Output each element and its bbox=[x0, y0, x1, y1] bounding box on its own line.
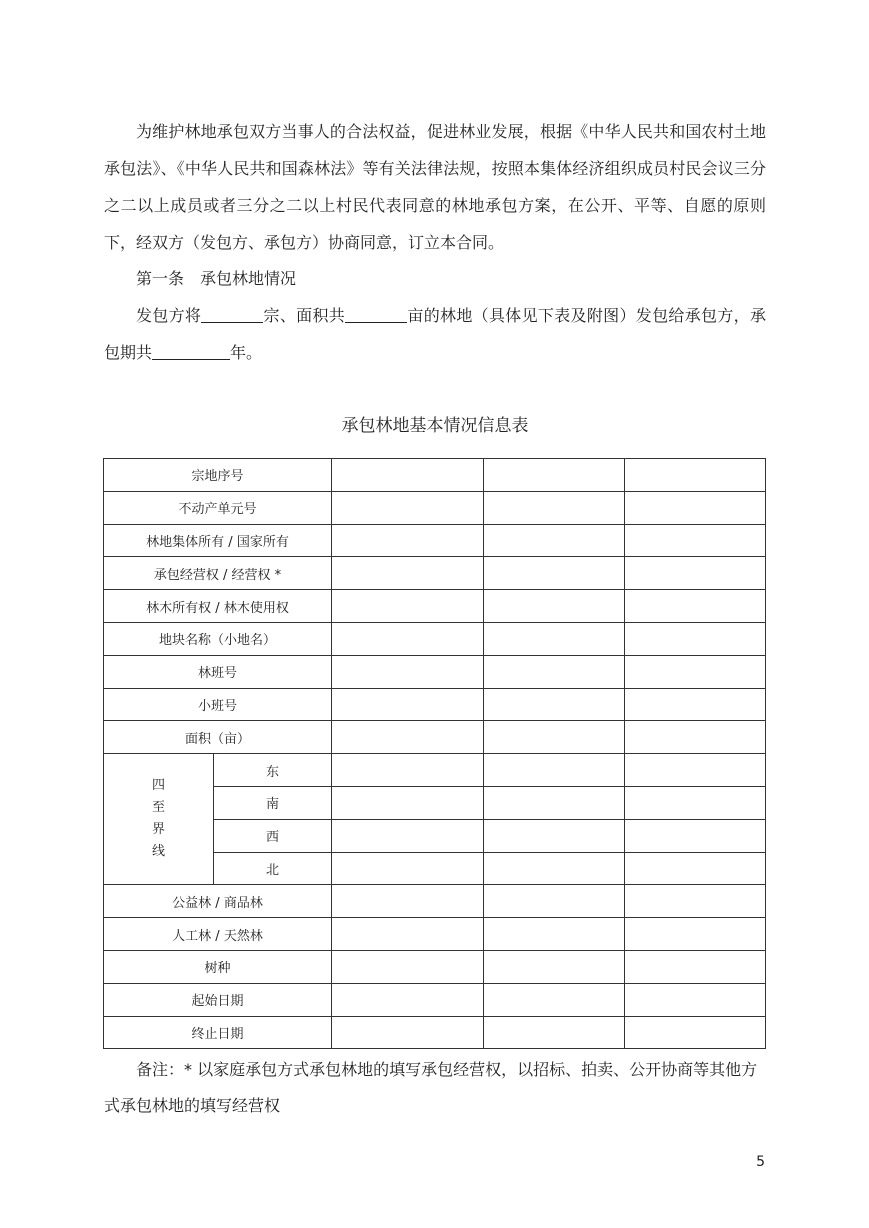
value-cell[interactable] bbox=[625, 852, 766, 885]
value-cell[interactable] bbox=[625, 885, 766, 918]
value-cell[interactable] bbox=[484, 655, 625, 688]
row-label: 人工林 / 天然林 bbox=[104, 918, 332, 951]
value-cell[interactable] bbox=[625, 950, 766, 983]
row-label: 林地集体所有 / 国家所有 bbox=[104, 524, 332, 557]
table-row bbox=[104, 557, 766, 590]
value-cell[interactable] bbox=[625, 459, 766, 492]
table-row bbox=[104, 688, 766, 721]
value-cell[interactable] bbox=[484, 852, 625, 885]
value-cell[interactable] bbox=[484, 459, 625, 492]
value-cell[interactable] bbox=[484, 950, 625, 983]
intro-paragraph: 为维护林地承包双方当事人的合法权益，促进林业发展，根据《中华人民共和国农村土地承包法》、《中华人民共和国森林法》等有关法律法规，按照本集体经济组织成员村民会议三分之二以上成员或者三分之二以上村民代表同意的林地承包方案，在公开、平等、自愿的原则下，经双方（发包方、承包方）协商同意，订立本合同。 bbox=[104, 122, 766, 252]
boundary-label-char: 界 bbox=[151, 822, 165, 838]
table-row bbox=[104, 524, 766, 557]
table-row bbox=[104, 590, 766, 623]
article-1-text-b: 宗、面积共 bbox=[263, 306, 346, 325]
value-cell[interactable] bbox=[332, 721, 484, 754]
value-cell[interactable] bbox=[332, 524, 484, 557]
forest-land-info-table bbox=[103, 458, 766, 1049]
value-cell[interactable] bbox=[625, 688, 766, 721]
table-row bbox=[104, 983, 766, 1016]
row-label: 公益林 / 商品林 bbox=[104, 885, 332, 918]
value-cell[interactable] bbox=[484, 622, 625, 655]
value-cell[interactable] bbox=[484, 754, 625, 787]
table-row bbox=[104, 885, 766, 918]
value-cell[interactable] bbox=[484, 590, 625, 623]
row-label: 树种 bbox=[104, 950, 332, 983]
row-label: 起始日期 bbox=[104, 983, 332, 1016]
table-row bbox=[104, 918, 766, 951]
page-number: 5 bbox=[756, 1154, 765, 1170]
boundary-direction-label: 南 bbox=[214, 786, 332, 819]
value-cell[interactable] bbox=[625, 524, 766, 557]
value-cell[interactable] bbox=[332, 786, 484, 819]
value-cell[interactable] bbox=[332, 557, 484, 590]
term-years-blank[interactable] bbox=[152, 341, 230, 360]
table-row bbox=[104, 491, 766, 524]
boundary-direction-label: 西 bbox=[214, 819, 332, 852]
row-label: 地块名称（小地名） bbox=[104, 622, 332, 655]
value-cell[interactable] bbox=[625, 557, 766, 590]
table-row bbox=[104, 459, 766, 492]
value-cell[interactable] bbox=[625, 786, 766, 819]
value-cell[interactable] bbox=[625, 590, 766, 623]
value-cell[interactable] bbox=[332, 950, 484, 983]
value-cell[interactable] bbox=[484, 819, 625, 852]
article-1-text-c: 亩的林地（具体见下表及附图）发包给承包方，承包期共 bbox=[104, 306, 766, 362]
value-cell[interactable] bbox=[625, 491, 766, 524]
value-cell[interactable] bbox=[484, 524, 625, 557]
value-cell[interactable] bbox=[484, 557, 625, 590]
boundary-direction-label: 北 bbox=[214, 852, 332, 885]
value-cell[interactable] bbox=[484, 688, 625, 721]
value-cell[interactable] bbox=[625, 655, 766, 688]
table-title: 承包林地基本情况信息表 bbox=[341, 416, 529, 436]
boundary-direction-label: 东 bbox=[214, 754, 332, 787]
boundary-label-char: 四 bbox=[151, 778, 165, 794]
row-label: 承包经营权 / 经营权 * bbox=[104, 557, 332, 590]
table-row bbox=[104, 950, 766, 983]
value-cell[interactable] bbox=[332, 754, 484, 787]
value-cell[interactable] bbox=[625, 819, 766, 852]
table-row bbox=[104, 622, 766, 655]
value-cell[interactable] bbox=[484, 983, 625, 1016]
value-cell[interactable] bbox=[332, 491, 484, 524]
value-cell[interactable] bbox=[332, 459, 484, 492]
article-1-text-a: 发包方将 bbox=[136, 306, 202, 325]
table-note: 备注：* 以家庭承包方式承包林地的填写承包经营权，以招标、拍卖、公开协商等其他方式承包林地的填写经营权 bbox=[104, 1060, 758, 1115]
row-label: 不动产单元号 bbox=[104, 491, 332, 524]
parcel-count-blank[interactable] bbox=[201, 304, 263, 323]
article-1-paragraph bbox=[104, 297, 766, 371]
value-cell[interactable] bbox=[332, 819, 484, 852]
table-row bbox=[104, 721, 766, 754]
value-cell[interactable] bbox=[332, 622, 484, 655]
value-cell[interactable] bbox=[484, 1016, 625, 1049]
value-cell[interactable] bbox=[625, 622, 766, 655]
value-cell[interactable] bbox=[625, 983, 766, 1016]
row-label: 林木所有权 / 林木使用权 bbox=[104, 590, 332, 623]
row-label: 小班号 bbox=[104, 688, 332, 721]
value-cell[interactable] bbox=[484, 918, 625, 951]
table-row bbox=[104, 754, 766, 787]
table-row bbox=[104, 1016, 766, 1049]
boundary-label-char: 线 bbox=[151, 844, 165, 860]
value-cell[interactable] bbox=[332, 852, 484, 885]
boundary-group-label bbox=[104, 754, 214, 885]
boundary-label-char: 至 bbox=[151, 800, 165, 816]
table-row bbox=[104, 655, 766, 688]
row-label: 宗地序号 bbox=[104, 459, 332, 492]
value-cell[interactable] bbox=[484, 786, 625, 819]
value-cell[interactable] bbox=[332, 688, 484, 721]
row-label: 林班号 bbox=[104, 655, 332, 688]
row-label: 终止日期 bbox=[104, 1016, 332, 1049]
value-cell[interactable] bbox=[332, 655, 484, 688]
value-cell[interactable] bbox=[332, 983, 484, 1016]
value-cell[interactable] bbox=[625, 721, 766, 754]
row-label: 面积（亩） bbox=[104, 721, 332, 754]
value-cell[interactable] bbox=[625, 1016, 766, 1049]
area-blank[interactable] bbox=[345, 304, 407, 323]
value-cell[interactable] bbox=[332, 918, 484, 951]
value-cell[interactable] bbox=[332, 885, 484, 918]
value-cell[interactable] bbox=[484, 491, 625, 524]
value-cell[interactable] bbox=[625, 918, 766, 951]
value-cell[interactable] bbox=[332, 1016, 484, 1049]
value-cell[interactable] bbox=[332, 590, 484, 623]
value-cell[interactable] bbox=[484, 721, 625, 754]
article-1-text-d: 年。 bbox=[230, 343, 263, 362]
article-1-heading: 第一条 承包林地情况 bbox=[136, 269, 297, 288]
value-cell[interactable] bbox=[625, 754, 766, 787]
value-cell[interactable] bbox=[484, 885, 625, 918]
